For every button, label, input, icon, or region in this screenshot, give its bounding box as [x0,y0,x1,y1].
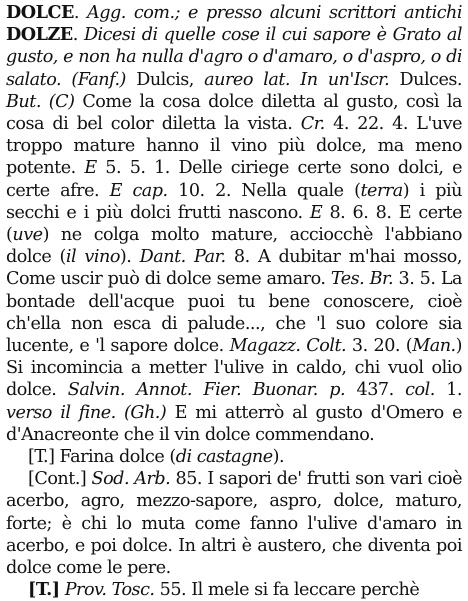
text-run: 8. 6. 8. E certe ( [6,202,462,246]
entry-subsense-proverb [6,579,462,601]
text-run: 4. 22. 4. L'uve troppo mature hanno il vino più dolce, ma meno potente. [6,114,462,179]
italic-run: di castagne [175,447,273,468]
text-run: 5. 5. 1. Delle ciriege certe sono dolci, e certe afre. [6,158,462,201]
text-run: 1. [434,380,462,401]
italic-run: Prov. Tosc. [64,580,155,601]
italic-run: terra [360,180,403,201]
text-run: ) ne colga molto mature, acciocchè l'abbiano dolce ( [6,225,462,268]
entry-subsense-farina [6,446,462,468]
text-run: Come la cosa dolce diletta al gusto, così la cosa di bel color diletta la vista. [6,91,462,135]
italic-run: E [84,158,97,179]
italic-run: aureo lat. In un'Iscr. [204,69,390,90]
text-run: . [72,25,84,46]
bold-run: [T.] [28,579,60,601]
text-run: E mi atterrò al gusto d'Omero e d'Anacreonte che il vin dolce commendano. [6,402,462,445]
text-run: 3. 20. ( [346,336,413,357]
italic-run: E [309,202,323,223]
italic-run: Tes. Br. [330,269,394,290]
italic-run: Sod. Arb. [91,469,171,490]
entry-definition-paragraph [6,2,462,446]
text-run: Farina dolce ( [54,447,176,468]
text-run: ) i più secchi e i più dolci frutti nascono. [6,180,462,223]
italic-run: Dicesi di quelle cose il cui sapore è Grato al gusto, e non ha nulla d'agro o d'amaro, o d'aspro, o di salato. (Fanf.) [6,25,463,90]
text-run: Dulces. [389,69,462,90]
text-run: . [73,3,87,23]
italic-run: Agg. com.; e presso alcuni scrittori antichi [87,3,463,23]
italic-run: But. (C) [6,91,75,112]
italic-run: Cr. [300,114,325,135]
italic-run: il vino [65,247,120,268]
text-run: 10. 2. Nella quale ( [167,180,361,201]
text-run: Dulcis, [125,69,205,90]
italic-run: col. [405,380,435,401]
bold-run: DOLCE [6,2,74,23]
text-run: ) Si incomincia a metter l'ulive in caldo, chi vuol olio dolce. [6,336,462,401]
text-run: 437. [345,380,406,401]
italic-run: uve [12,225,43,246]
italic-run: Man. [412,336,456,357]
bold-run: DOLZE [6,24,73,46]
text-run: [T.] [28,447,55,468]
text-run: 8. A dubitar m'hai mosso, Come uscir può di dolce seme amaro. [6,247,462,290]
text-run: ). [119,247,140,268]
text-run: [Cont.] [28,469,87,490]
italic-run: E cap. [109,180,168,201]
text-run: 55. Il mele si fa leccare perchè [154,580,420,601]
entry-subsense-sapori [6,468,462,579]
text-run: 3. 5. La bontade dell'acque puoi tu bene conoscere, cioè ch'ella non esca di palude..., che 'l suo colore sia lucente, e 'l sapore dolce. [6,269,462,357]
text-run: ). [272,447,285,468]
dictionary-entry [6,2,462,601]
text-run: 85. I sapori de' frutti son vari cioè acerbo, agro, mezzo-sapore, aspro, dolce, maturo, forte; è chi lo muta come fanno l'ulive d'amaro in acerbo, e poi dolce. In altri è austero, che diventa poi dolce come le pere. [6,469,462,579]
italic-run: verso il fine. (Gh.) [6,402,167,423]
italic-run: Magazz. Colt. [229,336,347,357]
italic-run: Salvin. Annot. Fier. Buonar. p. [67,380,346,401]
italic-run: Dant. Par. [139,247,226,268]
